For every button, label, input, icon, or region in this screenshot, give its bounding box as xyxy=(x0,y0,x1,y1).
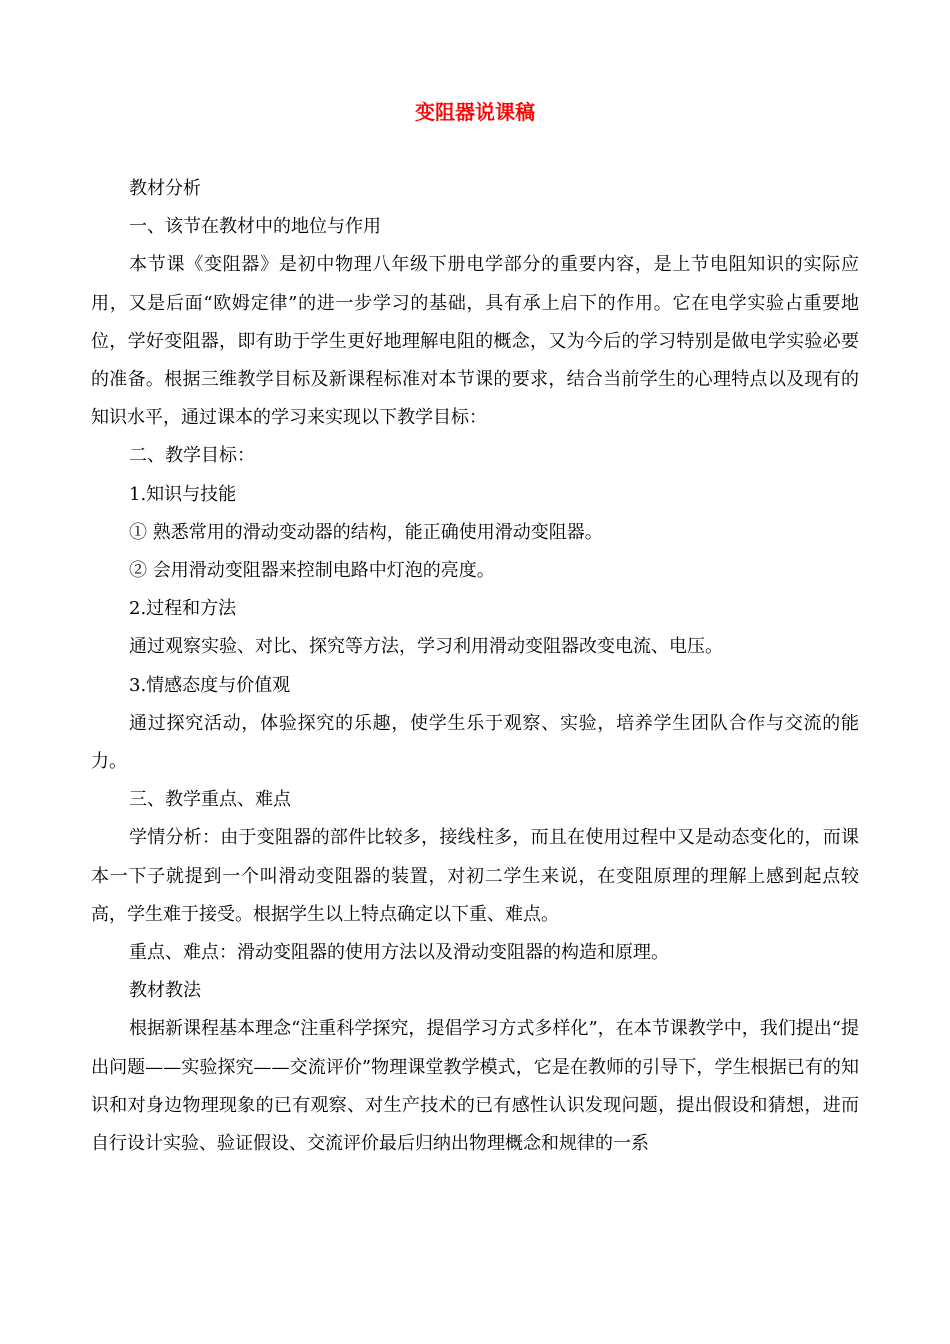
paragraph-process-methods: 通过观察实验、对比、探究等方法，学习利用滑动变阻器改变电流、电压。 xyxy=(129,636,723,658)
goal-process-methods: 2.过程和方法 xyxy=(129,598,237,620)
goal-item-2: ② 会用滑动变阻器来控制电路中灯泡的亮度。 xyxy=(129,560,495,582)
goal-knowledge-skills: 1.知识与技能 xyxy=(129,483,237,505)
document-body xyxy=(91,170,859,1163)
paragraph-attitude-values: 通过探究活动，体验探究的乐趣，使学生乐于观察、实验，培养学生团队合作与交流的能力。 xyxy=(91,712,859,773)
section-heading-textbook-analysis: 教材分析 xyxy=(129,178,201,199)
goal-attitude-values: 3.情感态度与价值观 xyxy=(129,674,291,696)
subheading-position-and-role: 一、该节在教材中的地位与作用 xyxy=(129,216,381,238)
paragraph-position-and-role: 本节课《变阻器》是初中物理八年级下册电学部分的重要内容，是上节电阻知识的实际应用，又是后面“欧姆定律”的进一步学习的基础，具有承上启下的作用。它在电学实验占重要地位，学好变阻器，即有助于学生更好地理解电阻的概念，又为今后的学习特别是做电学实验必要的准备。根据三维教学目标及新课程标准对本节课的要求，结合当前学生的心理特点以及现有的知识水平，通过课本的学习来实现以下教学目标： xyxy=(91,254,859,429)
paragraph-key-points: 重点、难点：滑动变阻器的使用方法以及滑动变阻器的构造和原理。 xyxy=(129,942,669,964)
subheading-teaching-goals: 二、教学目标： xyxy=(129,445,255,467)
paragraph-teaching-methods: 根据新课程基本理念“注重科学探究，提倡学习方式多样化”，在本节课教学中，我们提出“提出问题——实验探究——交流评价”物理课堂教学模式，它是在教师的引导下，学生根据已有的知识和对身边物理现象的已有观察、对生产技术的已有感性认识发现问题，提出假设和猜想，进而自行设计实验、验证假设、交流评价最后归纳出物理概念和规律的一系 xyxy=(91,1018,859,1155)
goal-item-1: ① 熟悉常用的滑动变动器的结构，能正确使用滑动变阻器。 xyxy=(129,521,603,543)
paragraph-learner-analysis: 学情分析：由于变阻器的部件比较多，接线柱多，而且在使用过程中又是动态变化的，而课本一下子就提到一个叫滑动变阻器的装置，对初二学生来说，在变阻原理的理解上感到起点较高，学生难于接受。根据学生以上特点确定以下重、难点。 xyxy=(91,827,859,925)
document-title: 变阻器说课稿 xyxy=(415,100,535,124)
section-heading-teaching-methods: 教材教法 xyxy=(129,980,201,1002)
subheading-key-difficult-points: 三、教学重点、难点 xyxy=(129,789,291,811)
